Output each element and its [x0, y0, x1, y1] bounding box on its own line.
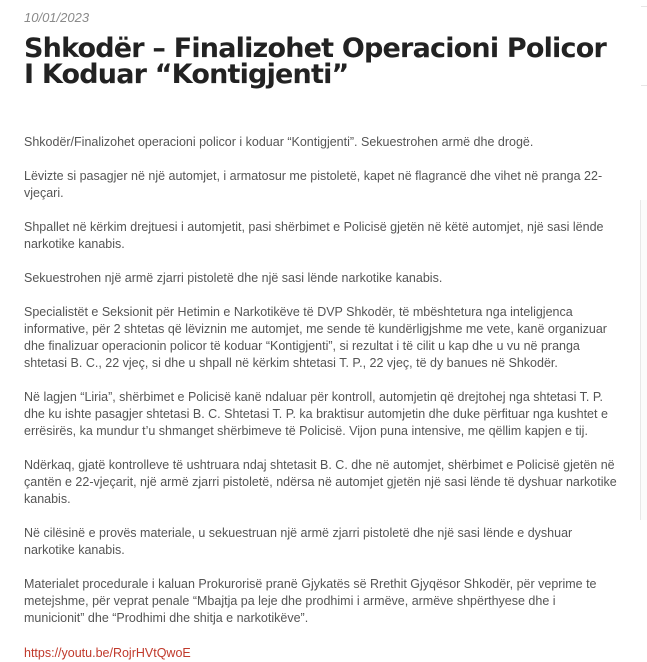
article-paragraph: Shkodër/Finalizohet operacioni policor i koduar “Kontigjenti”. Sekuestrohen armë dhe drogë. — [24, 135, 534, 149]
article-paragraph: Materialet procedurale i kaluan Prokurorisë pranë Gjykatës së Rrethit Gjyqësor Shkodër, për veprime te metejshme, për veprat penale “Mbajtja pa leje dhe prodhimi i armëve, armëve shpërthyese dhe i municionit” dhe “Prodhimi dhe shitja e narkotikëve”. — [24, 577, 597, 625]
article-paragraph: Sekuestrohen një armë zjarri pistoletë dhe një sasi lënde narkotike kanabis. — [24, 271, 443, 285]
sidebar-panel — [640, 200, 647, 520]
article-body — [24, 134, 619, 662]
sidebar-divider — [641, 6, 647, 7]
sidebar-divider — [641, 85, 647, 86]
article-paragraph: Lëvizte si pasagjer në një automjet, i armatosur me pistoletë, kapet në flagrancë dhe vihet në pranga 22-vjeçari. — [24, 169, 603, 200]
article-date: 10/01/2023 — [24, 10, 90, 25]
article-paragraph: Në lagjen “Liria”, shërbimet e Policisë kanë ndaluar për kontroll, automjetin që drejtohej nga shtetasi T. P. dhe ku ishte pasagjer shtetasi B. C. Shtetasi T. P. ka braktisur automjetin dhe duke përfituar nga kushtet e errësirës, ka mundur t’u shmanget shërbimeve të Policisë. Vijon puna intensive, me qëllim kapjen e tij. — [24, 390, 608, 438]
video-link[interactable]: https://youtu.be/RojrHVtQwoE — [24, 646, 191, 660]
article-paragraph: Shpallet në kërkim drejtuesi i automjetit, pasi shërbimet e Policisë gjetën në këtë automjet, një sasi lënde narkotike kanabis. — [24, 220, 604, 251]
article-paragraph: Ndërkaq, gjatë kontrolleve të ushtruara ndaj shtetasit B. C. dhe në automjet, shërbimet e Policisë gjetën në çantën e 22-vjeçarit, një armë zjarri pistoletë, ndërsa në automjet gjetën një sasi lënde të dyshuar narkotike kanabis. — [24, 458, 617, 506]
article-paragraph: Në cilësinë e provës materiale, u sekuestruan një armë zjarri pistoletë dhe një sasi lënde e dyshuar narkotike kanabis. — [24, 526, 573, 557]
article-title: Shkodër – Finalizohet Operacioni Policor I Koduar “Kontigjenti” — [24, 33, 606, 90]
article-paragraph: Specialistët e Seksionit për Hetimin e Narkotikëve të DVP Shkodër, të mbështetura nga inteligjenca informative, për 2 shtetas që lëviznin me automjet, me sende të kundërligjshme me vete, kanë organizuar dhe finalizuar operacionin policor të koduar “Kontigjenti”, si rezultat i të cilit u kap dhe u vu në pranga shtetasi B. C., 22 vjeç, si dhe u shpall në kërkim shtetasi T. P., 22 vjeç, të dy banues në Shkodër. — [24, 305, 607, 370]
